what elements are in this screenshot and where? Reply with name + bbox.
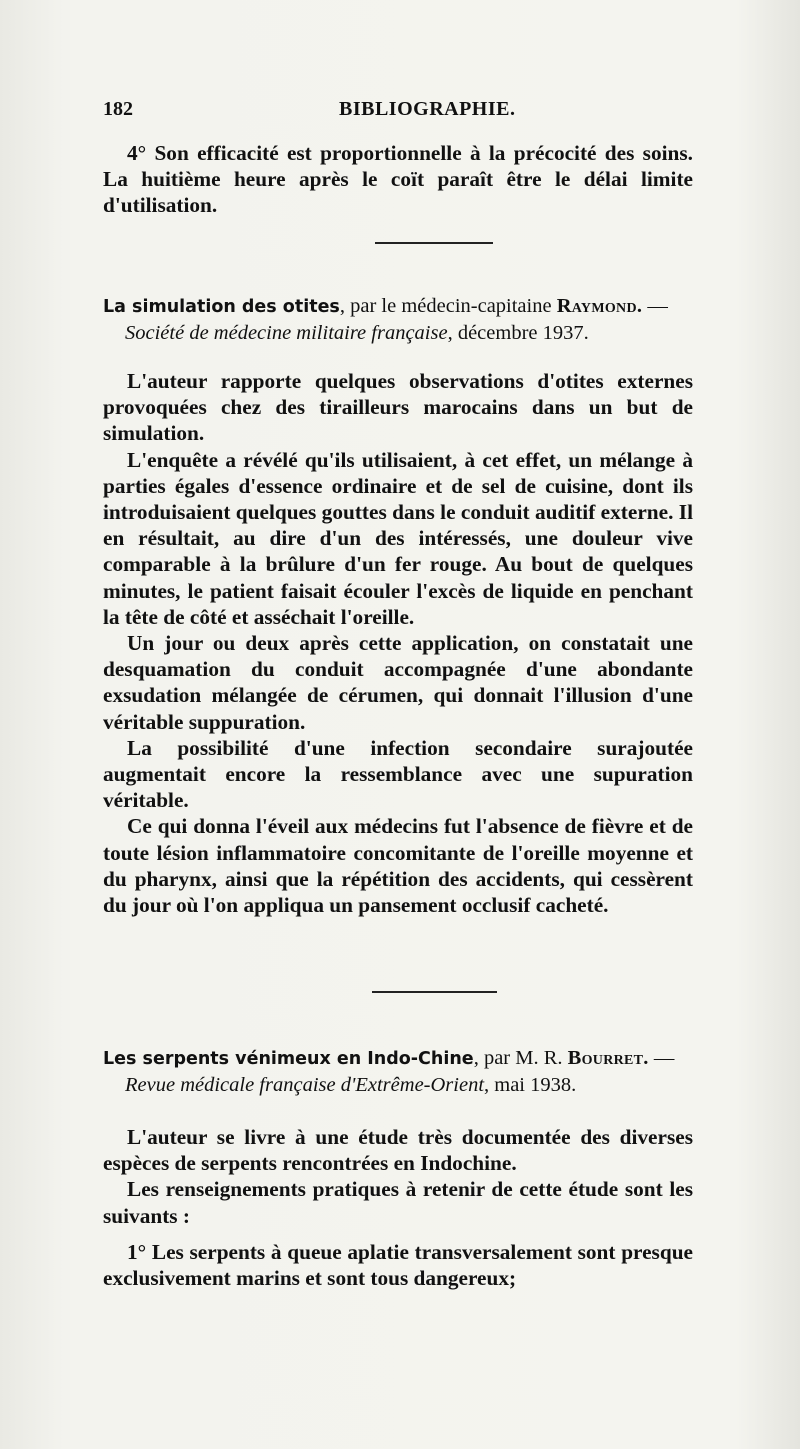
page-number: 182 [103,98,133,120]
entry2-title: Les serpents vénimeux en Indo-Chine [103,1049,474,1069]
entry1-paragraph: L'auteur rapporte quelques observations d'otites externes provoquées chez des tirailleurs marocains dans un but de simulation. [103,369,693,446]
entry1-author: Raymond. [556,295,643,317]
entry1-paragraph: Un jour ou deux après cette application, on constatait une desquamation du conduit accompagnée d'une abondante exsudation mélangée de cérumen, qui donnait l'illusion d'une véritable suppuration. [103,631,693,734]
running-head: BIBLIOGRAPHIE. [339,98,516,120]
entry2-body [103,1124,693,1291]
entry1-paragraph: L'enquête a révélé qu'ils utilisaient, à cet effet, un mélange à parties égales d'essence ordinaire et de sel de cuisine, dont ils introduisaient quelques gouttes dans le conduit auditif externe. Il en résultait, au dire d'un des intéressés, une douleur vive comparable à la brûlure d'un fer rouge. Au bout de quelques minutes, le patient faisait écouler l'excès de liquide en penchant la tête de côté et asséchait l'oreille. [103,447,693,629]
entry2-byline: , par M. R. [473,1047,568,1069]
entry2-date: , mai 1938. [484,1074,577,1096]
entry1-byline: , par le médecin-capitaine [339,295,557,317]
entry1-date: , décembre 1937. [447,322,589,344]
entry2-paragraph: 1° Les serpents à queue aplatie transversalement sont presque exclusivement marins et sont tous dangereux; [103,1239,693,1291]
entry1-heading [103,293,703,346]
entry1-paragraph: Ce qui donna l'éveil aux médecins fut l'absence de fièvre et de toute lésion inflammatoire concomitante de l'oreille moyenne et du pharynx, ainsi que la répétition des accidents, qui cessèrent du jour où l'on appliqua un pansement occlusif cacheté. [103,814,693,918]
entry2-dash: — [648,1047,675,1069]
entry2-heading [103,1045,703,1098]
entry1-title: La simulation des otites [103,297,340,317]
entry1-journal: Société de médecine militaire française [125,322,448,344]
entry1-body [103,368,693,918]
page-header [103,98,688,128]
entry2-journal: Revue médicale française d'Extrême-Orient [125,1074,485,1096]
entry2-author: Bourret. [567,1047,649,1069]
entry1-dash: — [642,295,668,317]
entry1-paragraph: La possibilité d'une infection secondaire surajoutée augmentait encore la ressemblance avec une supuration véritable. [103,735,693,813]
entry2-paragraph: L'auteur se livre à une étude très documentée des diverses espèces de serpents rencontrées en Indochine. [103,1125,693,1176]
top-paragraph: 4° Son efficacité est proportionnelle à la précocité des soins. La huitième heure après le coït paraît être le délai limite d'utilisation. [103,141,693,218]
entry2-paragraph: Les renseignements pratiques à retenir de cette étude sont les suivants : [103,1177,693,1228]
section-divider-1 [375,242,493,244]
section-divider-2 [372,991,497,993]
